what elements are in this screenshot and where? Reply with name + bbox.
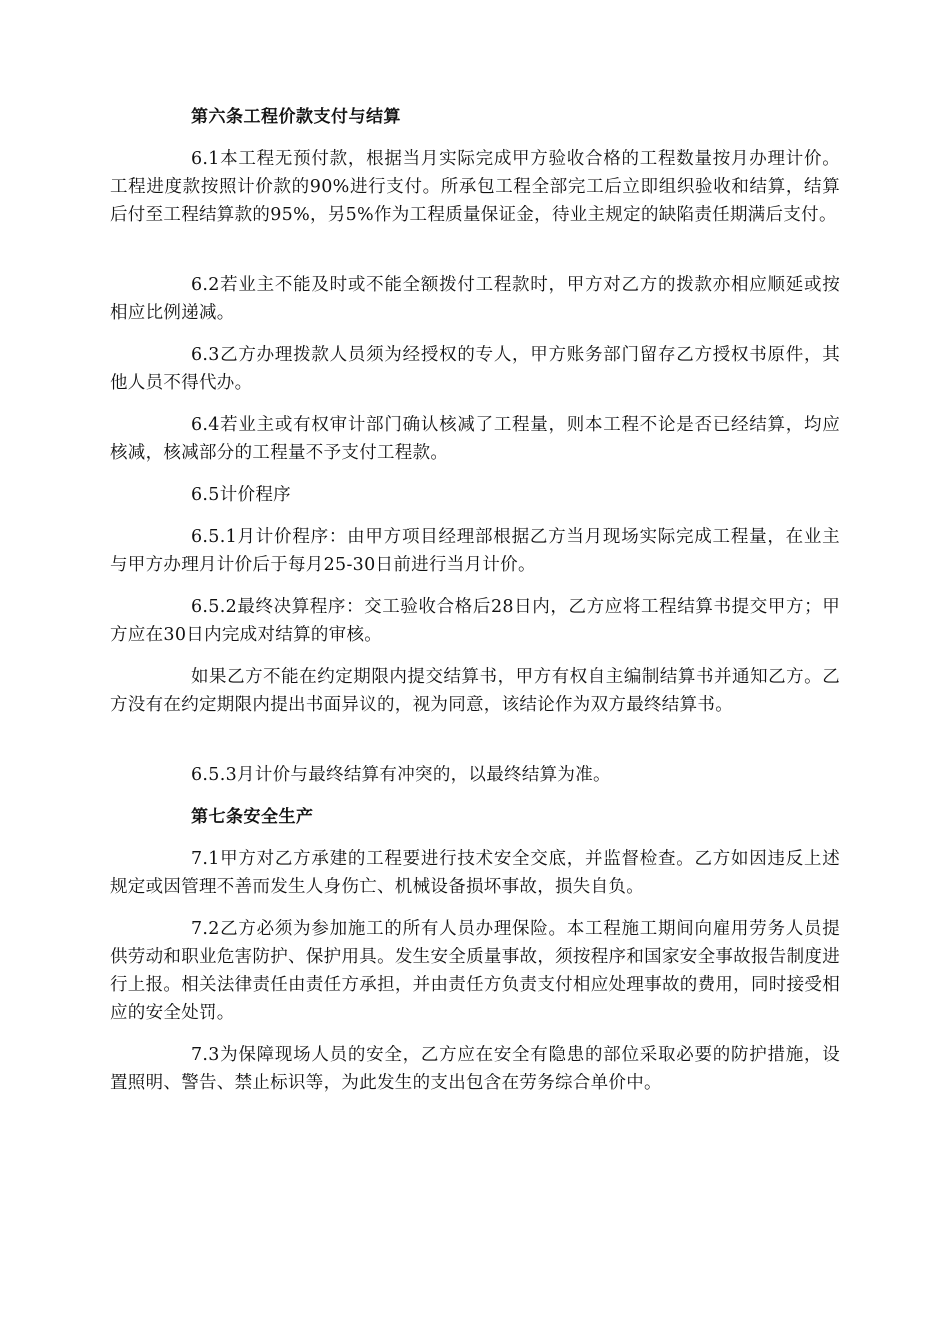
section-heading-7: 第七条安全生产 [191,807,314,827]
paragraph-6-4: 6.4若业主或有权审计部门确认核减了工程量，则本工程不论是否已经结算，均应核减，核减部分的工程量不予支付工程款。 [110,415,840,463]
section-heading-6: 第六条工程价款支付与结算 [191,107,401,127]
paragraph-6-5-1: 6.5.1月计价程序：由甲方项目经理部根据乙方当月现场实际完成工程量，在业主与甲方办理月计价后于每月25-30日前进行当月计价。 [110,527,840,575]
paragraph-6-2: 6.2若业主不能及时或不能全额拨付工程款时，甲方对乙方的拨款亦相应顺延或按相应比例递减。 [110,275,840,323]
paragraph-6-5-3: 6.5.3月计价与最终结算有冲突的，以最终结算为准。 [191,765,611,785]
paragraph-7-1: 7.1甲方对乙方承建的工程要进行技术安全交底，并监督检查。乙方如因违反上述规定或因管理不善而发生人身伤亡、机械设备损坏事故，损失自负。 [110,849,840,897]
paragraph-6-1: 6.1本工程无预付款，根据当月实际完成甲方验收合格的工程数量按月办理计价。工程进度款按照计价款的90%进行支付。所承包工程全部完工后立即组织验收和结算，结算后付至工程结算款的95%，另5%作为工程质量保证金，待业主规定的缺陷责任期满后支付。 [110,149,840,225]
paragraph-7-2: 7.2乙方必须为参加施工的所有人员办理保险。本工程施工期间向雇用劳务人员提供劳动和职业危害防护、保护用具。发生安全质量事故，须按程序和国家安全事故报告制度进行上报。相关法律责任由责任方承担，并由责任方负责支付相应处理事故的费用，同时接受相应的安全处罚。 [110,919,840,1023]
paragraph-6-5-2-note: 如果乙方不能在约定期限内提交结算书，甲方有权自主编制结算书并通知乙方。乙方没有在约定期限内提出书面异议的，视为同意，该结论作为双方最终结算书。 [110,667,840,715]
paragraph-6-5: 6.5计价程序 [191,485,291,505]
paragraph-7-3: 7.3为保障现场人员的安全，乙方应在安全有隐患的部位采取必要的防护措施，设置照明、警告、禁止标识等，为此发生的支出包含在劳务综合单价中。 [110,1045,840,1093]
paragraph-6-3: 6.3乙方办理拨款人员须为经授权的专人，甲方账务部门留存乙方授权书原件，其他人员不得代办。 [110,345,840,393]
paragraph-6-5-2: 6.5.2最终决算程序：交工验收合格后28日内，乙方应将工程结算书提交甲方；甲方应在30日内完成对结算的审核。 [110,597,840,645]
